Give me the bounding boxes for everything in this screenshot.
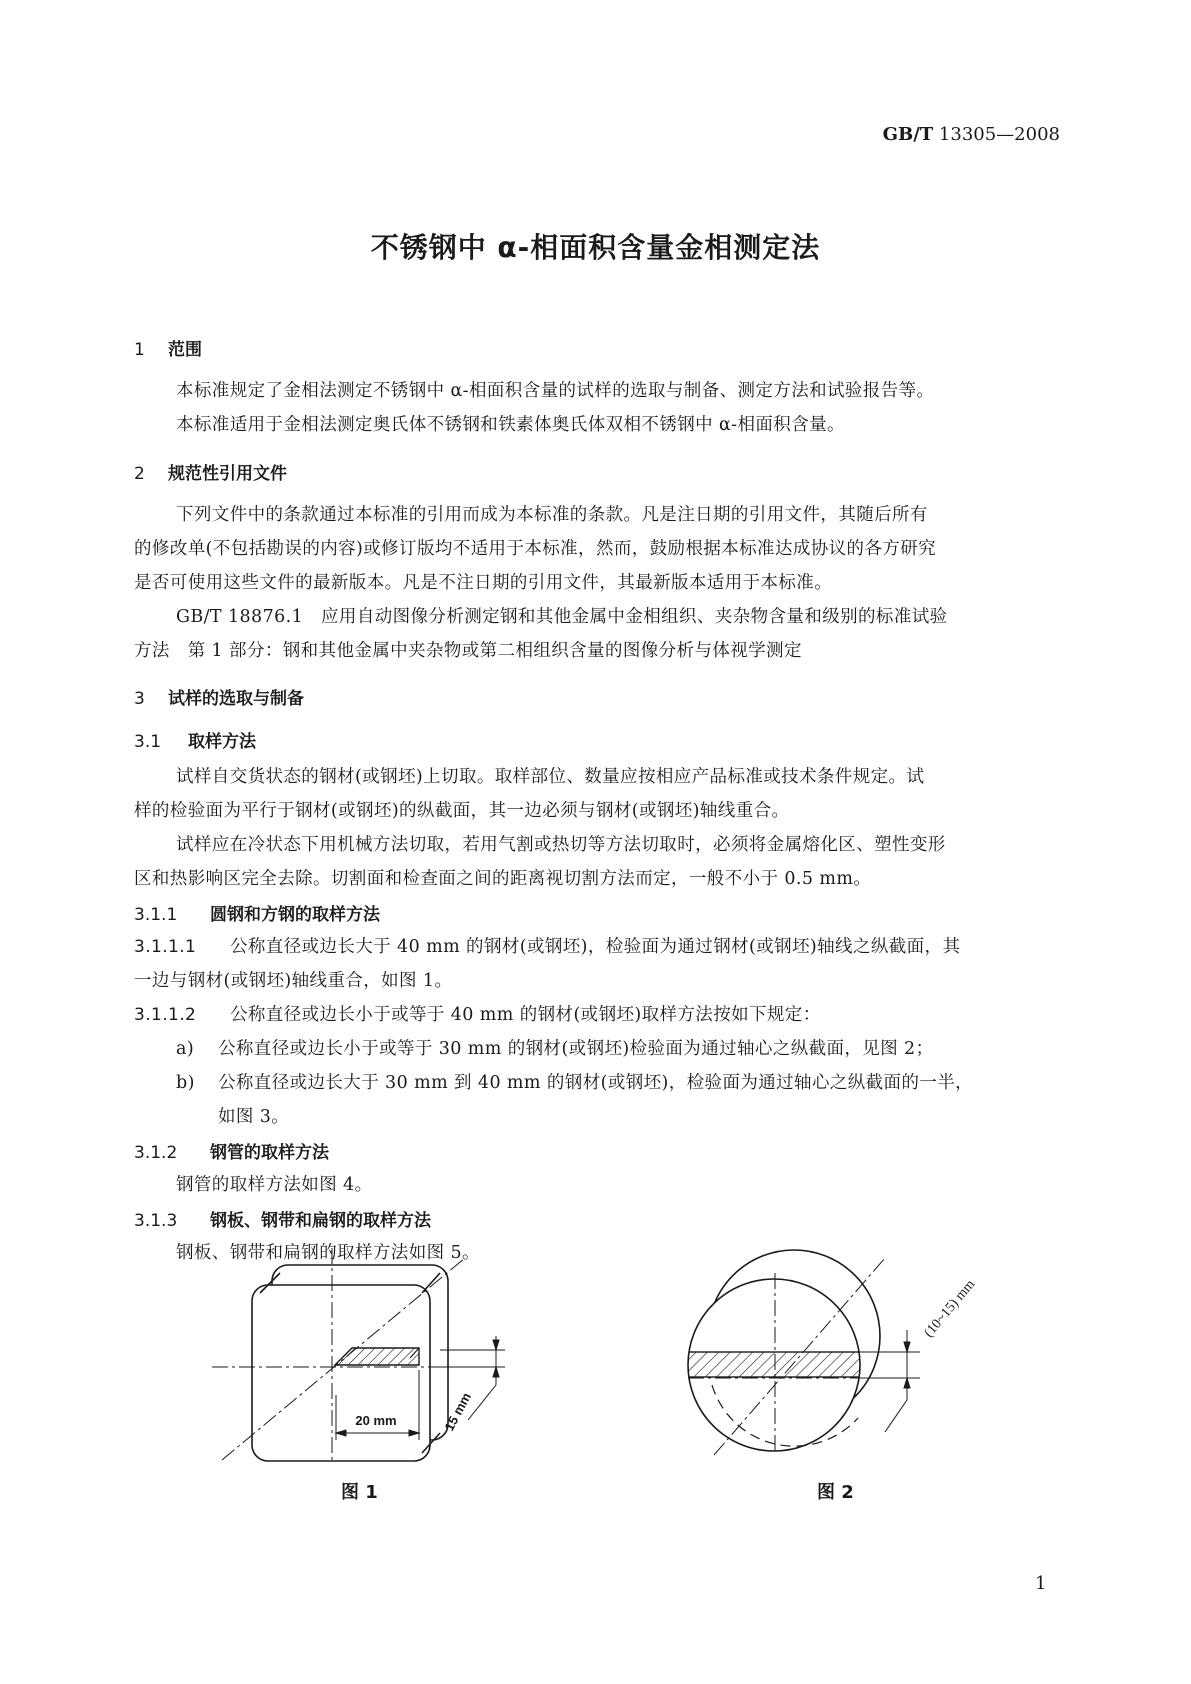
- section-3-heading: 3 试样的选取与制备: [134, 689, 304, 709]
- fig2-dim-label: (10~15) mm: [921, 1277, 979, 1341]
- figure-2-caption: 图 2: [817, 1482, 854, 1503]
- fig2-sample-band: [680, 1352, 880, 1377]
- section-3-1-1-heading: 3.1.1 圆钢和方钢的取样方法: [134, 905, 380, 925]
- list-item-b-line-1: b) 公称直径或边长大于 30 mm 到 40 mm 的钢材(或钢坯)，检验面为通过轴心之纵截面的一半，: [176, 1073, 974, 1093]
- page-title: 不锈钢中 α-相面积含量金相测定法: [370, 231, 821, 264]
- section-3-1-2-heading: 3.1.2 钢管的取样方法: [134, 1143, 329, 1163]
- page-number: 1: [1035, 1573, 1047, 1594]
- list-item-b-line-2: 如图 3。: [218, 1107, 290, 1127]
- section-3-1-1-1-line-1: 3.1.1.1 公称直径或边长大于 40 mm 的钢材(或钢坯)，检验面为通过钢材(或钢坯)轴线之纵截面，其: [134, 937, 961, 957]
- section-3-1-3-para: 钢板、钢带和扁钢的取样方法如图 5。: [176, 1243, 480, 1263]
- section-2-reference-line-1: GB/T 18876.1 应用自动图像分析测定钢和其他金属中金相组织、夹杂物含量和级别的标准试验: [176, 607, 948, 627]
- figure-2-diagram: [680, 1240, 1010, 1470]
- section-3-1-2-para: 钢管的取样方法如图 4。: [176, 1175, 373, 1195]
- section-3-1-para-1-line-1: 试样自交货状态的钢材(或钢坯)上切取。取样部位、数量应按相应产品标准或技术条件规定。试: [176, 767, 925, 787]
- section-1-heading: 1 范围: [134, 340, 202, 360]
- section-3-1-3-heading: 3.1.3 钢板、钢带和扁钢的取样方法: [134, 1211, 431, 1231]
- figure-1-diagram: [200, 1240, 520, 1470]
- section-3-1-para-2-line-2: 区和热影响区完全去除。切割面和检查面之间的距离视切割方法而定，一般不小于 0.5 mm。: [134, 869, 872, 889]
- section-1-para-1: 本标准规定了金相法测定不锈钢中 α-相面积含量的试样的选取与制备、测定方法和试验报告等。: [176, 381, 935, 401]
- fig1-dim-20-label: 20 mm: [355, 1413, 397, 1428]
- section-2-heading: 2 规范性引用文件: [134, 464, 287, 484]
- list-item-a: a) 公称直径或边长小于或等于 30 mm 的钢材(或钢坯)检验面为通过轴心之纵截面，见图 2；: [176, 1039, 934, 1059]
- standard-number: GB/T 13305—2008: [882, 124, 1060, 145]
- section-2-para-1-line-3: 是否可使用这些文件的最新版本。凡是不注日期的引用文件，其最新版本适用于本标准。: [134, 573, 833, 593]
- section-1-para-2: 本标准适用于金相法测定奥氏体不锈钢和铁素体奥氏体双相不锈钢中 α-相面积含量。: [176, 415, 845, 435]
- section-2-para-1-line-2: 的修改单(不包括勘误的内容)或修订版均不适用于本标准，然而，鼓励根据本标准达成协议的各方研究: [134, 539, 937, 559]
- section-2-reference-line-2: 方法 第 1 部分：钢和其他金属中夹杂物或第二相组织含量的图像分析与体视学测定: [134, 641, 802, 661]
- figure-1-caption: 图 1: [341, 1482, 378, 1503]
- section-3-1-1-2-line-1: 3.1.1.2 公称直径或边长小于或等于 40 mm 的钢材(或钢坯)取样方法按如下规定：: [134, 1005, 821, 1025]
- section-2-para-1-line-1: 下列文件中的条款通过本标准的引用而成为本标准的条款。凡是注日期的引用文件，其随后所有: [176, 505, 928, 525]
- section-3-1-para-2-line-1: 试样应在冷状态下用机械方法切取，若用气割或热切等方法切取时，必须将金属熔化区、塑性变形: [176, 835, 946, 855]
- section-3-1-para-1-line-2: 样的检验面为平行于钢材(或钢坯)的纵截面，其一边必须与钢材(或钢坯)轴线重合。: [134, 801, 790, 821]
- fig1-dim-15-label: 15 mm: [441, 1389, 474, 1434]
- section-3-1-heading: 3.1 取样方法: [134, 732, 256, 752]
- section-3-1-1-1-line-2: 一边与钢材(或钢坯)轴线重合，如图 1。: [134, 971, 453, 991]
